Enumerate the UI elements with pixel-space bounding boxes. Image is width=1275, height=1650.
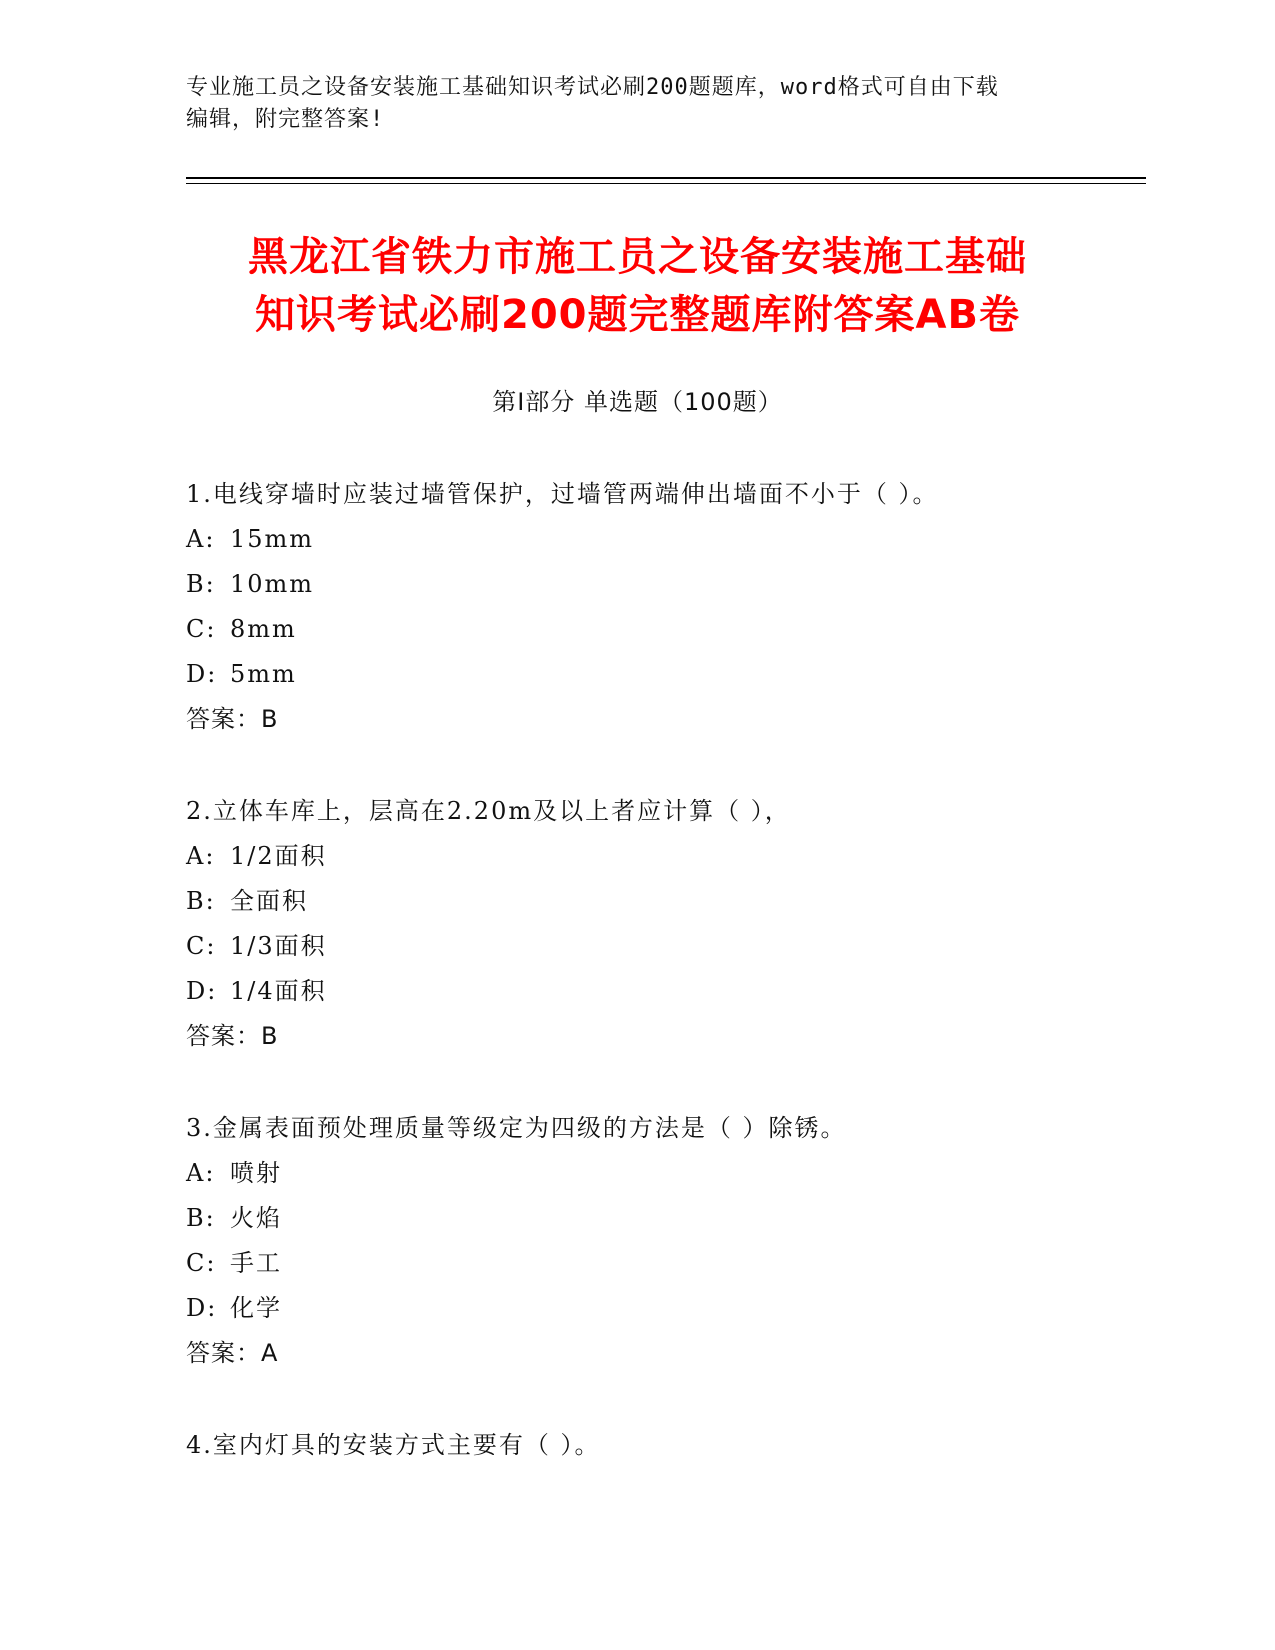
document-title-line-2: 知识考试必刷200题完整题库附答案AB卷 <box>255 292 1020 338</box>
answer-line: 答案：A <box>186 1339 279 1367</box>
option-text: 15mm <box>230 525 315 553</box>
option-b <box>186 879 1136 924</box>
option-text: 手工 <box>230 1249 282 1277</box>
header-note <box>186 72 1066 136</box>
question-stem: 1.电线穿墙时应装过墙管保护，过墙管两端伸出墙面不小于（ ）。 <box>186 480 939 508</box>
option-text: 全面积 <box>230 887 308 915</box>
option-d <box>186 652 1136 697</box>
section-heading: 第I部分 单选题（100题） <box>492 388 783 416</box>
option-key: C: <box>186 932 217 960</box>
question-stem: 2.立体车库上，层高在2.20m及以上者应计算（ ）， <box>186 797 791 825</box>
option-d <box>186 1286 1136 1331</box>
option-a <box>186 1151 1136 1196</box>
document-title-line-1: 黑龙江省铁力市施工员之设备安装施工基础 <box>248 234 1027 280</box>
question-1 <box>186 472 1136 742</box>
option-key: B: <box>186 887 216 915</box>
option-text: 火焰 <box>230 1204 282 1232</box>
option-a <box>186 517 1136 562</box>
question-2 <box>186 789 1136 1059</box>
header-divider-thin <box>186 183 1146 184</box>
answer-line: 答案：B <box>186 1022 279 1050</box>
header-divider-thick <box>186 177 1146 179</box>
option-key: D: <box>186 660 218 688</box>
option-c <box>186 924 1136 969</box>
option-key: B: <box>186 1204 216 1232</box>
header-note-line-2: 编辑，附完整答案! <box>186 107 385 132</box>
header-note-line-1: 专业施工员之设备安装施工基础知识考试必刷200题题库，word格式可自由下载 <box>186 75 999 100</box>
option-text: 8mm <box>230 615 297 643</box>
option-key: C: <box>186 1249 217 1277</box>
option-d <box>186 969 1136 1014</box>
option-key: A: <box>186 525 216 553</box>
question-3 <box>186 1106 1136 1376</box>
option-text: 5mm <box>230 660 297 688</box>
option-b <box>186 1196 1136 1241</box>
option-a <box>186 834 1136 879</box>
option-key: D: <box>186 1294 218 1322</box>
option-key: C: <box>186 615 217 643</box>
option-text: 喷射 <box>230 1159 282 1187</box>
option-text: 1/3面积 <box>230 932 327 960</box>
option-key: B: <box>186 570 216 598</box>
option-text: 1/2面积 <box>230 842 327 870</box>
option-c <box>186 1241 1136 1286</box>
option-text: 10mm <box>230 570 315 598</box>
answer-line: 答案：B <box>186 705 279 733</box>
option-text: 1/4面积 <box>230 977 327 1005</box>
option-b <box>186 562 1136 607</box>
question-stem: 3.金属表面预处理质量等级定为四级的方法是（ ）除锈。 <box>186 1114 847 1142</box>
option-key: D: <box>186 977 218 1005</box>
option-c <box>186 607 1136 652</box>
question-stem: 4.室内灯具的安装方式主要有（ ）。 <box>186 1431 601 1459</box>
option-key: A: <box>186 842 216 870</box>
option-key: A: <box>186 1159 216 1187</box>
option-text: 化学 <box>230 1294 282 1322</box>
document-title <box>150 228 1125 344</box>
question-4 <box>186 1423 1136 1468</box>
